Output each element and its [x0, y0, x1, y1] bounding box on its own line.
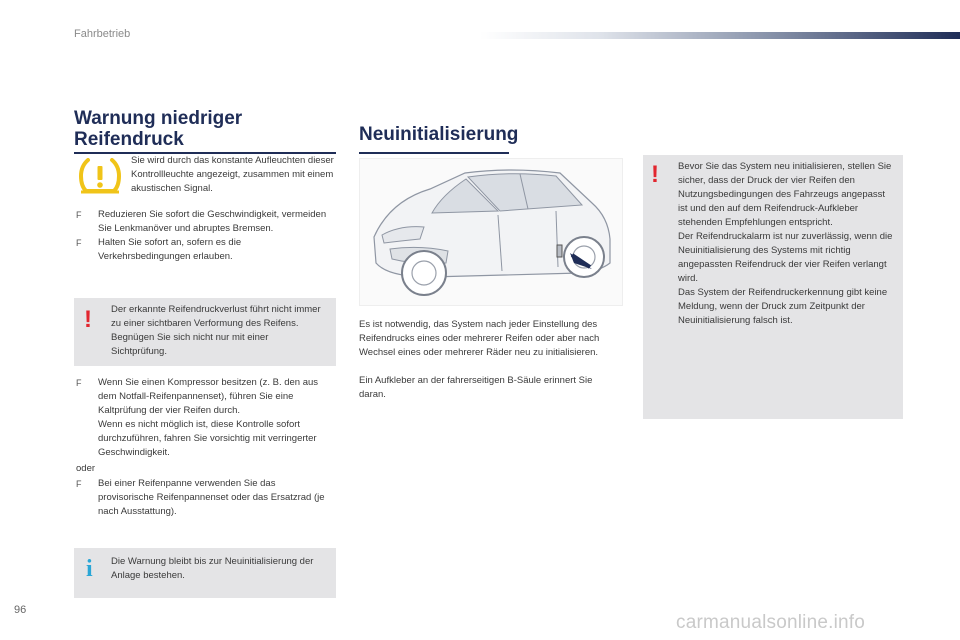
reinit-warning-box [643, 155, 903, 419]
exclamation-icon: ! [84, 306, 92, 333]
bullet-icon: F [76, 210, 82, 220]
info-note-box [74, 548, 336, 598]
warning-note-text: Der erkannte Reifendruckverlust führt nicht immer zu einer sichtbaren Verformung des Reifens. Begnügen Sie sich nicht nur mit einer Sichtprüfung. [111, 304, 321, 357]
heading-rule-middle [359, 152, 509, 154]
puncture-list [76, 477, 334, 519]
list-item: F Wenn Sie einen Kompressor besitzen (z. B. den aus dem Notfall-Reifenpannenset), führen Sie eine Kaltprüfung der vier Reifen durch. Wenn es nicht möglich ist, diese Kontrolle sofort durchzuführen, fahren Sie vorsichtig mit verringerter Geschwindigkeit. [76, 377, 319, 458]
page-number: 96 [14, 604, 27, 616]
exclamation-icon: ! [651, 161, 659, 188]
heading-line-1: Warnung niedriger [74, 108, 243, 129]
watermark-text: carmanualsonline.info [676, 612, 866, 633]
car-illustration [359, 158, 623, 306]
reinit-warning-paragraph-2: Der Reifendruckalarm ist nur zuverlässig, wenn die Neuinitialisierung des Systems mit richtig angepassten Reifendruck der vier Reifen verlangt wird. [678, 231, 893, 284]
warning-note-box [74, 298, 336, 366]
heading-line-2: Reifendruck [74, 129, 184, 150]
bullet-icon: F [76, 479, 82, 489]
list-item: F Halten Sie sofort an, sofern es die Verkehrsbedingungen erlauben. [76, 237, 242, 262]
header-gradient-bar [480, 32, 960, 39]
check-list [76, 376, 334, 460]
bullet-icon: F [76, 378, 82, 388]
reinit-warning-paragraph-1: Bevor Sie das System neu initialisieren, stellen Sie sicher, dass der Druck der vier Reifen den Nutzungsbedingungen des Fahrzeugs angepasst ist und den auf dem Reifendruck-Aufkleber stehenden Empfehlungen entspricht. [678, 161, 892, 228]
bullet-icon: F [76, 238, 82, 248]
tpms-warning-lamp-icon [78, 158, 122, 194]
heading-reinitialisation: Neuinitialisierung [359, 124, 519, 145]
reinit-warning-paragraph-3: Das System der Reifendruckerkennung gibt keine Meldung, wenn der Druck zum Zeitpunkt der Neuinitialisierung falsch ist. [678, 287, 888, 326]
list-item: F Reduzieren Sie sofort die Geschwindigkeit, vermeiden Sie Lenkmanöver und abruptes Bremsen. [76, 209, 327, 234]
car-drawing-icon [360, 159, 622, 305]
info-note-text: Die Warnung bleibt bis zur Neuinitialisierung der Anlage bestehen. [111, 556, 314, 581]
reinit-warning-text [678, 160, 896, 328]
reinit-paragraph-1: Es ist notwendig, das System nach jeder Einstellung des Reifendrucks eines oder mehrerer Reifen oder aber nach Wechsel eines oder mehrerer Räder neu zu initialisieren. [359, 319, 600, 358]
oder-text: oder [76, 463, 96, 474]
section-label: Fahrbetrieb [74, 28, 131, 40]
heading-low-pressure-warning [74, 108, 334, 150]
list-item: F Bei einer Reifenpanne verwenden Sie das provisorische Reifenpannenset oder das Ersatzrad (je nach Ausstattung). [76, 478, 325, 517]
lamp-intro-text: Sie wird durch das konstante Aufleuchten dieser Kontrollleuchte angezeigt, zusammen mit einem akustischen Signal. [131, 155, 334, 194]
action-list [76, 208, 334, 264]
reinit-paragraph-2: Ein Aufkleber an der fahrerseitigen B-Säule erinnert Sie daran. [359, 375, 593, 400]
info-icon: i [86, 556, 93, 582]
